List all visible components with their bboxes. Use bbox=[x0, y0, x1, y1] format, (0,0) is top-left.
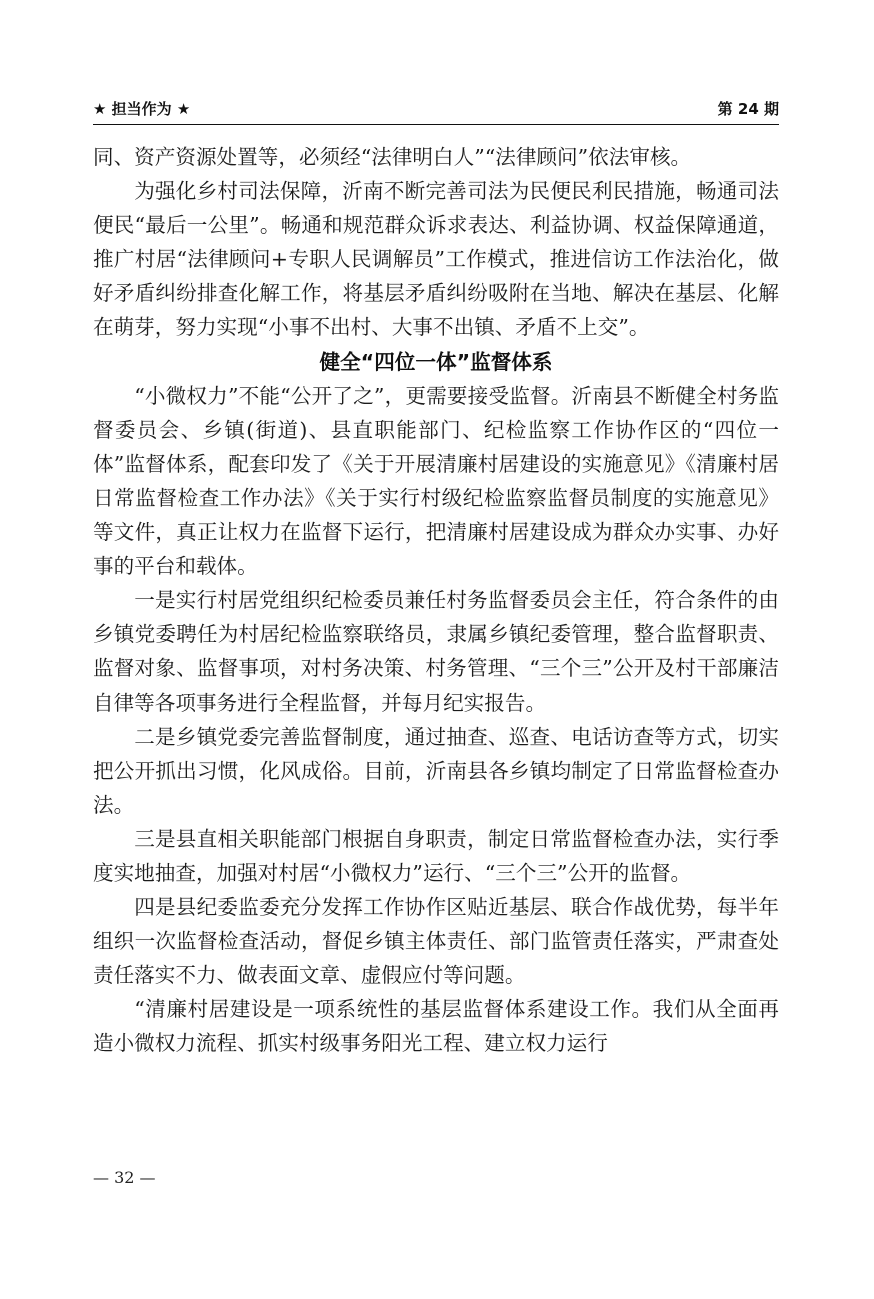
paragraph-judicial: 为强化乡村司法保障，沂南不断完善司法为民便民利民措施，畅通司法便民“最后一公里”。畅通和规范群众诉求表达、利益协调、权益保障通道，推广村居“法律顾问+专职人民调解员”工作模式，推进信访工作法治化，做好矛盾纠纷排查化解工作，将基层矛盾纠纷吸附在当地、解决在基层、化解在萌芽，努力实现“小事不出村、大事不出镇、矛盾不上交”。 bbox=[93, 179, 779, 340]
paragraph-point-two: 二是乡镇党委完善监督制度，通过抽查、巡查、电话访查等方式，切实把公开抓出习惯，化风成俗。目前，沂南县各乡镇均制定了日常监督检查办法。 bbox=[93, 724, 779, 817]
paragraph-point-four: 四是县纪委监委充分发挥工作协作区贴近基层、联合作战优势，每半年组织一次监督检查活动，督促乡镇主体责任、部门监管责任落实，严肃查处责任落实不力、做表面文章、虚假应付等问题。 bbox=[93, 895, 779, 988]
paragraph-quote: “清廉村居建设是一项系统性的基层监督体系建设工作。我们从全面再造小微权力流程、抓实村级事务阳光工程、建立权力运行 bbox=[93, 997, 779, 1056]
page-header bbox=[93, 96, 779, 125]
article-body bbox=[93, 140, 779, 1061]
page-number: — 32 — bbox=[93, 1168, 156, 1187]
section-heading: 健全“四位一体”监督体系 bbox=[319, 349, 553, 374]
section-title: ★ 担当作为 ★ bbox=[93, 100, 191, 118]
paragraph-continued: 同、资产资源处置等，必须经“法律明白人”“法律顾问”依法审核。 bbox=[93, 145, 692, 169]
paragraph-point-three: 三是县直相关职能部门根据自身职责，制定日常监督检查办法，实行季度实地抽查，加强对村居“小微权力”运行、“三个三”公开的监督。 bbox=[93, 826, 779, 885]
paragraph-point-one: 一是实行村居党组织纪检委员兼任村务监督委员会主任，符合条件的由乡镇党委聘任为村居纪检监察联络员，隶属乡镇纪委管理，整合监督职责、监督对象、监督事项，对村务决策、村务管理、“三个三”公开及村干部廉洁自律等各项事务进行全程监督，并每月纪实报告。 bbox=[93, 588, 779, 715]
paragraph-supervision: “小微权力”不能“公开了之”，更需要接受监督。沂南县不断健全村务监督委员会、乡镇(街道)、县直职能部门、纪检监察工作协作区的“四位一体”监督体系，配套印发了《关于开展清廉村居建设的实施意见》《清廉村居日常监督检查工作办法》《关于实行村级纪检监察监督员制度的实施意见》等文件，真正让权力在监督下运行，把清廉村居建设成为群众办实事、办好事的平台和载体。 bbox=[93, 383, 779, 579]
issue-number: 第 24 期 bbox=[717, 100, 779, 118]
